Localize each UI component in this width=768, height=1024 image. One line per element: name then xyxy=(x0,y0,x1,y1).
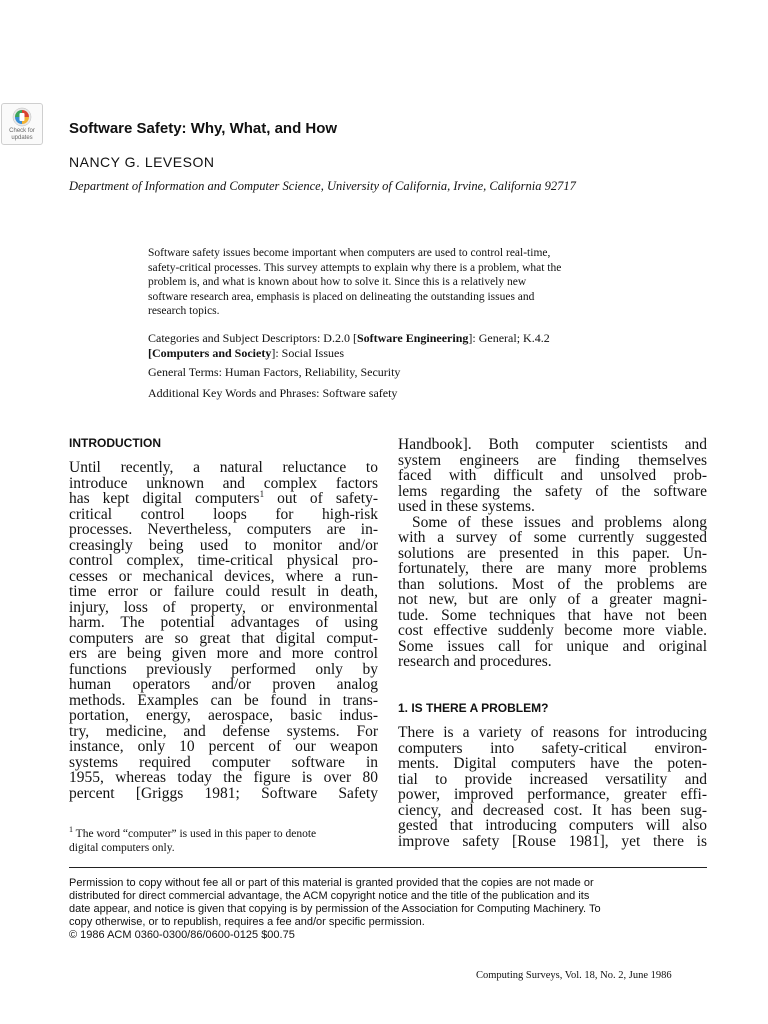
body-line: processes. Nevertheless, computers are in- xyxy=(69,521,378,538)
body-line: tial to provide increased versatility and xyxy=(398,770,707,788)
additional-keywords: Additional Key Words and Phrases: Software safety xyxy=(148,386,398,400)
permission-line: date appear, and notice is given that copying is by permission of the Association for Computing Machinery. To xyxy=(69,903,601,915)
body-line: computers are so great that digital comput- xyxy=(69,629,378,647)
body-line: improve safety [Rouse 1981], yet there is xyxy=(398,832,707,850)
permission-notice xyxy=(69,877,709,942)
categories-descriptors xyxy=(148,331,550,346)
body-line: percent [Griggs 1981; Software Safety xyxy=(69,784,378,802)
body-line: try, medicine, and defense systems. For xyxy=(69,722,378,740)
permission-line: distributed for direct commercial advantage, the ACM copyright notice and the title of the publication and its xyxy=(69,890,590,902)
crossmark-icon xyxy=(12,107,32,127)
footnote-ref[interactable]: 1 xyxy=(259,488,265,499)
footnote-line: digital computers only. xyxy=(69,841,175,854)
section-1-body xyxy=(398,725,707,849)
body-line: lems regarding the safety of the software xyxy=(398,482,707,500)
line-text: has kept digital computers xyxy=(69,490,260,507)
body-line-with-footnote xyxy=(69,488,378,507)
introduction-heading: INTRODUCTION xyxy=(69,436,161,450)
body-line: research and procedures. xyxy=(398,653,552,670)
categories-descriptors-cont xyxy=(148,346,344,361)
body-line: creasingly being used to monitor and/or xyxy=(69,536,378,554)
software-engineering-term: Software Engineering xyxy=(356,331,469,345)
line-tail: out of safety- xyxy=(264,490,378,507)
permission-line: copy otherwise, or to republish, requires a fee and/or specific permission. xyxy=(69,916,425,928)
body-line: fortunately, there are many more problems xyxy=(398,560,707,577)
general-terms: General Terms: Human Factors, Reliability, Security xyxy=(148,365,401,379)
check-for-updates-badge[interactable] xyxy=(1,103,43,145)
abstract-line: research topics. xyxy=(148,305,220,317)
copyright-line: © 1986 ACM 0360-0300/86/0600-0125 $00.75 xyxy=(69,929,295,941)
body-line: control complex, time-critical physical pro- xyxy=(69,552,378,569)
body-line: introduce unknown and complex factors xyxy=(69,474,378,492)
bracket-open: [ xyxy=(148,346,152,360)
body-line: Handbook]. Both computer scientists and xyxy=(398,436,707,453)
introduction-body xyxy=(69,460,378,801)
body-line: injury, loss of property, or environmental xyxy=(69,598,378,616)
body-line: systems required computer software in xyxy=(69,753,378,771)
body-line: power, improved performance, greater effi- xyxy=(398,786,707,803)
footnote-mark: 1 xyxy=(69,825,73,834)
body-line: functions previously performed only by xyxy=(69,660,378,678)
body-line: portation, energy, aerospace, basic indus- xyxy=(69,707,378,724)
body-line: time error or failure could result in death, xyxy=(69,583,378,600)
author-name: NANCY G. LEVESON xyxy=(69,154,215,170)
permission-line: Permission to copy without fee all or part of this material is granted provided that the copies are not made or xyxy=(69,877,594,889)
abstract-line: problem is, and what is known about how to solve it. Since this is a relatively new xyxy=(148,276,527,288)
introduction-body-continued xyxy=(398,437,707,670)
body-line: faced with difficult and unsolved prob- xyxy=(398,467,707,484)
categories-suffix: ]: Social Issues xyxy=(271,346,344,360)
body-line: used in these systems. xyxy=(398,498,535,515)
badge-label: Check for updates xyxy=(9,128,35,141)
body-line: ments. Digital computers have the poten- xyxy=(398,755,707,772)
body-line: than solutions. Most of the problems are xyxy=(398,575,707,593)
body-line: Until recently, a natural reluctance to xyxy=(69,459,378,476)
body-line: There is a variety of reasons for introducing xyxy=(398,724,707,741)
footnote-line xyxy=(69,823,381,841)
categories-prefix: Categories and Subject Descriptors: D.2.0 [ xyxy=(148,331,357,345)
journal-citation: Computing Surveys, Vol. 18, No. 2, June 1986 xyxy=(476,970,672,981)
body-line: critical control loops for high-risk xyxy=(69,505,378,523)
body-line: gested that introducing computers will also xyxy=(398,817,707,834)
body-line: cesses or mechanical devices, where a run- xyxy=(69,567,378,585)
body-line: ers are being given more and more control xyxy=(69,645,378,662)
body-line: ciency, and decreased cost. It has been sug- xyxy=(398,801,707,819)
body-line: Some of these issues and problems along xyxy=(412,513,707,531)
abstract-line: software research area, emphasis is placed on delineating the outstanding issues and xyxy=(148,290,535,303)
abstract-line: safety-critical processes. This survey attempts to explain why there is a problem, what the xyxy=(148,261,562,274)
body-line: cost effective suddenly become more viable. xyxy=(398,622,707,639)
body-line: methods. Examples can be found in trans- xyxy=(69,691,378,709)
categories-middle: ]: General; K.4.2 xyxy=(468,331,550,345)
abstract xyxy=(148,246,668,319)
body-line: computers into safety-critical environ- xyxy=(398,739,707,757)
body-line: tude. Some techniques that have not been xyxy=(398,606,707,624)
body-line: human operators and/or proven analog xyxy=(69,676,378,693)
body-line: not new, but are only of a greater magni- xyxy=(398,591,707,608)
body-line: with a survey of some currently suggested xyxy=(398,529,707,546)
body-line: 1955, whereas today the figure is over 80 xyxy=(69,769,378,786)
body-line: instance, only 10 percent of our weapon xyxy=(69,738,378,755)
body-line: Some issues call for unique and original xyxy=(398,637,707,655)
footnote-text: The word “computer” is used in this paper to denote xyxy=(73,827,317,840)
paper-title: Software Safety: Why, What, and How xyxy=(69,120,338,137)
computers-society-term: Computers and Society xyxy=(152,346,272,360)
body-line: harm. The potential advantages of using xyxy=(69,614,378,631)
footer-rule xyxy=(69,867,707,868)
author-affiliation: Department of Information and Computer Science, University of California, Irvine, California 92717 xyxy=(69,179,576,193)
section-1-heading: 1. IS THERE A PROBLEM? xyxy=(398,701,549,715)
footnote xyxy=(69,823,381,855)
body-line: system engineers are finding themselves xyxy=(398,451,707,469)
abstract-line: Software safety issues become important when computers are used to control real-time, xyxy=(148,247,551,259)
body-line: solutions are presented in this paper. Un- xyxy=(398,544,707,562)
